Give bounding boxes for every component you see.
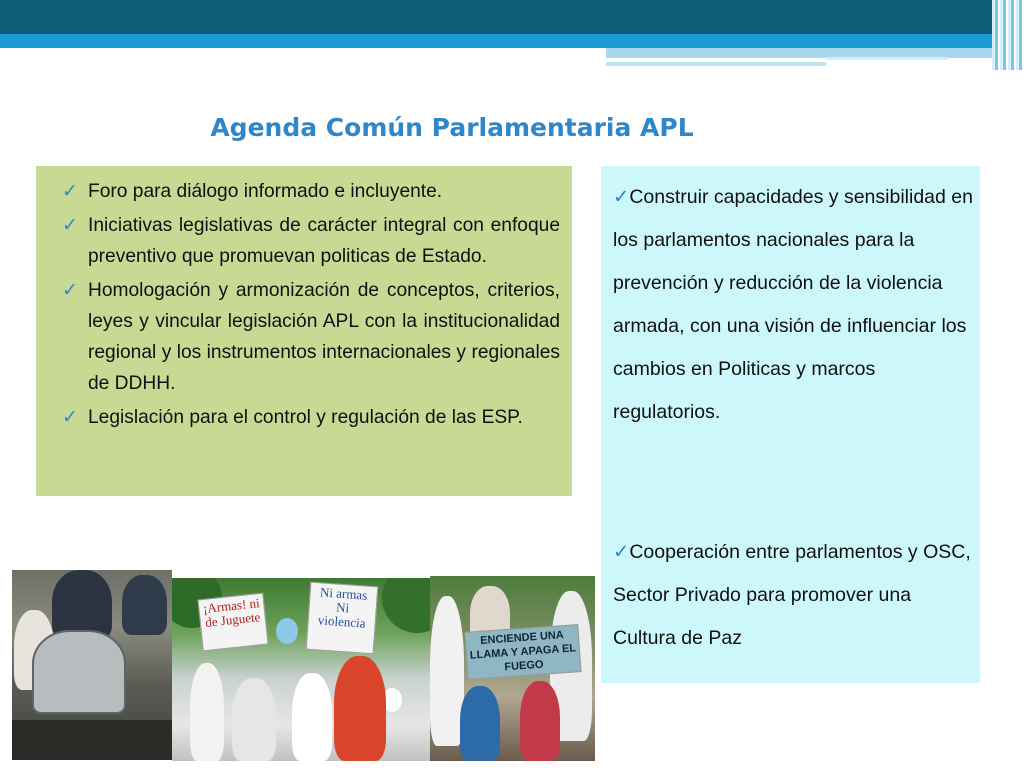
agenda-list-box [36, 166, 572, 496]
list-item: ✓ Iniciativas legislativas de carácter integral con enfoque preventivo que promuevan politicas de Estado. [88, 210, 560, 272]
person-figure [122, 575, 167, 635]
photo-weapon-destruction [12, 570, 172, 760]
person-figure [520, 681, 560, 761]
checkmark-icon: ✓ [62, 407, 78, 428]
agenda-list [36, 166, 572, 433]
tree-foliage [382, 578, 430, 633]
person-figure [430, 596, 464, 746]
photo-students-sign [430, 576, 595, 761]
list-item: ✓ Foro para diálogo informado e incluyente. [88, 176, 560, 207]
protest-sign: ENCIENDE UNA LLAMA Y APAGA EL FUEGO [464, 624, 581, 680]
list-item: ✓ Legislación para el control y regulación de las ESP. [88, 402, 560, 433]
header-accent-line [826, 57, 948, 60]
person-figure [292, 673, 332, 761]
header-blue-band [0, 34, 1024, 48]
person-figure [190, 663, 224, 761]
person-figure [232, 678, 276, 761]
header-stripes [992, 0, 1024, 70]
floor-shadow [12, 720, 172, 760]
checkmark-icon: ✓ [613, 186, 630, 208]
protest-sign: ¡Armas! ni de Juguete [197, 593, 268, 652]
checkmark-icon: ✓ [62, 215, 78, 236]
list-item: ✓Cooperación entre parlamentos y OSC, Sector Privado para promover una Cultura de Paz [613, 541, 971, 649]
checkmark-icon: ✓ [613, 541, 630, 563]
balloon [276, 618, 298, 644]
slide-title: Agenda Común Parlamentaria APL [210, 113, 694, 142]
checkmark-icon: ✓ [62, 181, 78, 202]
checkmark-icon: ✓ [62, 280, 78, 301]
protest-sign: Ni armas Ni violencia [306, 582, 379, 655]
photo-children-march [172, 578, 430, 761]
person-figure [460, 686, 500, 761]
list-item: ✓ Homologación y armonización de conceptos, criterios, leyes y vincular legislación APL con la institucionalidad regional y los instrumentos internacionales y regionales de DDHH. [88, 275, 560, 399]
header-dark-bar [0, 0, 1024, 34]
list-item: ✓Construir capacidades y sensibilidad en los parlamentos nacionales para la prevención y reducción de la violencia armada, con una visión de influenciar los cambios en Politicas y marcos regulatorios. [613, 186, 973, 423]
person-figure [334, 656, 386, 761]
header-accent-line [606, 62, 826, 66]
saw-machine [32, 630, 126, 714]
objectives-box [601, 166, 980, 683]
